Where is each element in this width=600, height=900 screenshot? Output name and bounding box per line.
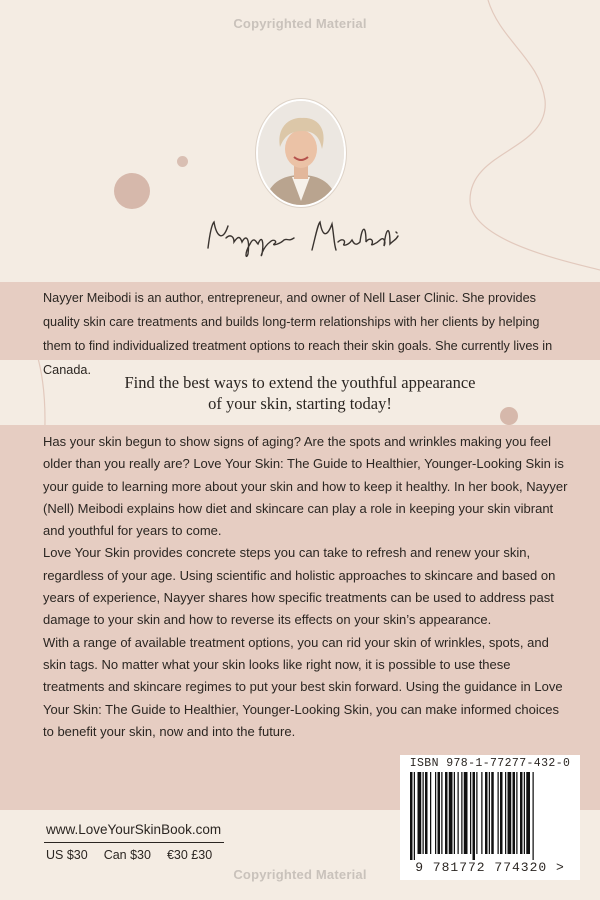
barcode-bar xyxy=(454,772,455,854)
barcode-bar xyxy=(505,772,506,854)
barcode-bar xyxy=(498,772,499,854)
barcode-bar xyxy=(485,772,488,854)
isbn-number: 9 781772 774320 > xyxy=(415,860,565,875)
tagline-line-1: Find the best ways to extend the youthful appearance xyxy=(124,373,476,392)
barcode-bar xyxy=(470,772,471,854)
barcode-bar xyxy=(489,772,490,854)
barcode-bar xyxy=(491,772,494,854)
barcode-bar xyxy=(418,772,422,854)
description-paragraph-1: Has your skin begun to show signs of aging? Are the spots and wrinkles making you feel older than you really are? Love Your Skin: The Guide to Healthier, Younger-Looking Skin is your guide to learning more about your skin and how to keep it healthy. In her book, Nayyer (Nell) Meibodi explains how diet and skincare can play a role in keeping your skin vibrant and youthful for years to come. xyxy=(43,434,568,539)
barcode-bar xyxy=(423,772,424,854)
barcode-bar xyxy=(476,772,477,854)
copyright-watermark-top: Copyrighted Material xyxy=(233,16,367,31)
barcode-bar xyxy=(449,772,453,854)
barcode-image xyxy=(408,772,572,860)
barcode-bar xyxy=(516,772,517,854)
author-signature xyxy=(200,214,410,264)
decorative-circle-small xyxy=(177,156,188,167)
barcode-bar xyxy=(425,772,428,854)
barcode-bar xyxy=(500,772,503,854)
barcode-box xyxy=(400,755,580,880)
barcode-bar xyxy=(473,772,476,860)
barcode-bar xyxy=(458,772,459,854)
barcode-bar xyxy=(435,772,436,854)
barcode-bar xyxy=(410,772,413,860)
isbn-label: ISBN 978-1-77277-432-0 xyxy=(409,757,571,770)
price-us: US $30 xyxy=(46,848,88,862)
barcode-bar xyxy=(441,772,442,854)
barcode-bar xyxy=(526,772,530,854)
barcode-bar xyxy=(461,772,462,854)
price-eu: €30 £30 xyxy=(166,848,213,862)
barcode-bar xyxy=(438,772,441,854)
website-url: www.LoveYourSkinBook.com xyxy=(46,822,222,837)
barcode-bar xyxy=(445,772,448,854)
price-divider xyxy=(44,842,224,843)
price-can: Can $30 xyxy=(103,848,151,862)
barcode-bar xyxy=(414,772,415,860)
copyright-watermark-bottom: Copyrighted Material xyxy=(233,867,367,882)
barcode-bar xyxy=(481,772,482,854)
barcode-bar xyxy=(508,772,512,854)
description-paragraph-2: Love Your Skin provides concrete steps you can take to refresh and renew your skin, regardless of your age. Using scientific and holistic approaches to skincare and based on years of experience, Nayyer shares how specific treatments can be used to address past damage to your skin and how to reverse its effects on your skin’s appearance. xyxy=(43,545,556,628)
barcode-bar xyxy=(464,772,468,854)
decorative-circle-right xyxy=(500,407,518,425)
decorative-circle-large xyxy=(114,173,150,209)
author-bio: Nayyer Meibodi is an author, entrepreneur, and owner of Nell Laser Clinic. She provides quality skin care treatments and builds long-term relationships with her clients by helping them to find individualized treatment options to reach their skin goals. She currently lives in Canada. xyxy=(43,291,553,377)
author-portrait xyxy=(256,99,346,207)
barcode-bar xyxy=(533,772,534,860)
tagline-line-2: of your skin, starting today! xyxy=(208,394,392,413)
price-list xyxy=(46,848,212,862)
barcode-bar xyxy=(520,772,523,854)
description-paragraph-3: With a range of available treatment options, you can rid your skin of wrinkles, spots, and skin tags. No matter what your skin looks like right now, it is possible to use these treatments and skincare regimes to put your best skin forward. Using the guidance in Love Your Skin: The Guide to Healthier, Younger-Looking Skin, you can make informed choices to benefit your skin, now and into the future. xyxy=(43,634,563,739)
barcode-bar xyxy=(430,772,431,854)
barcode-bar xyxy=(524,772,525,854)
book-description xyxy=(43,431,573,743)
barcode-bar xyxy=(513,772,516,854)
